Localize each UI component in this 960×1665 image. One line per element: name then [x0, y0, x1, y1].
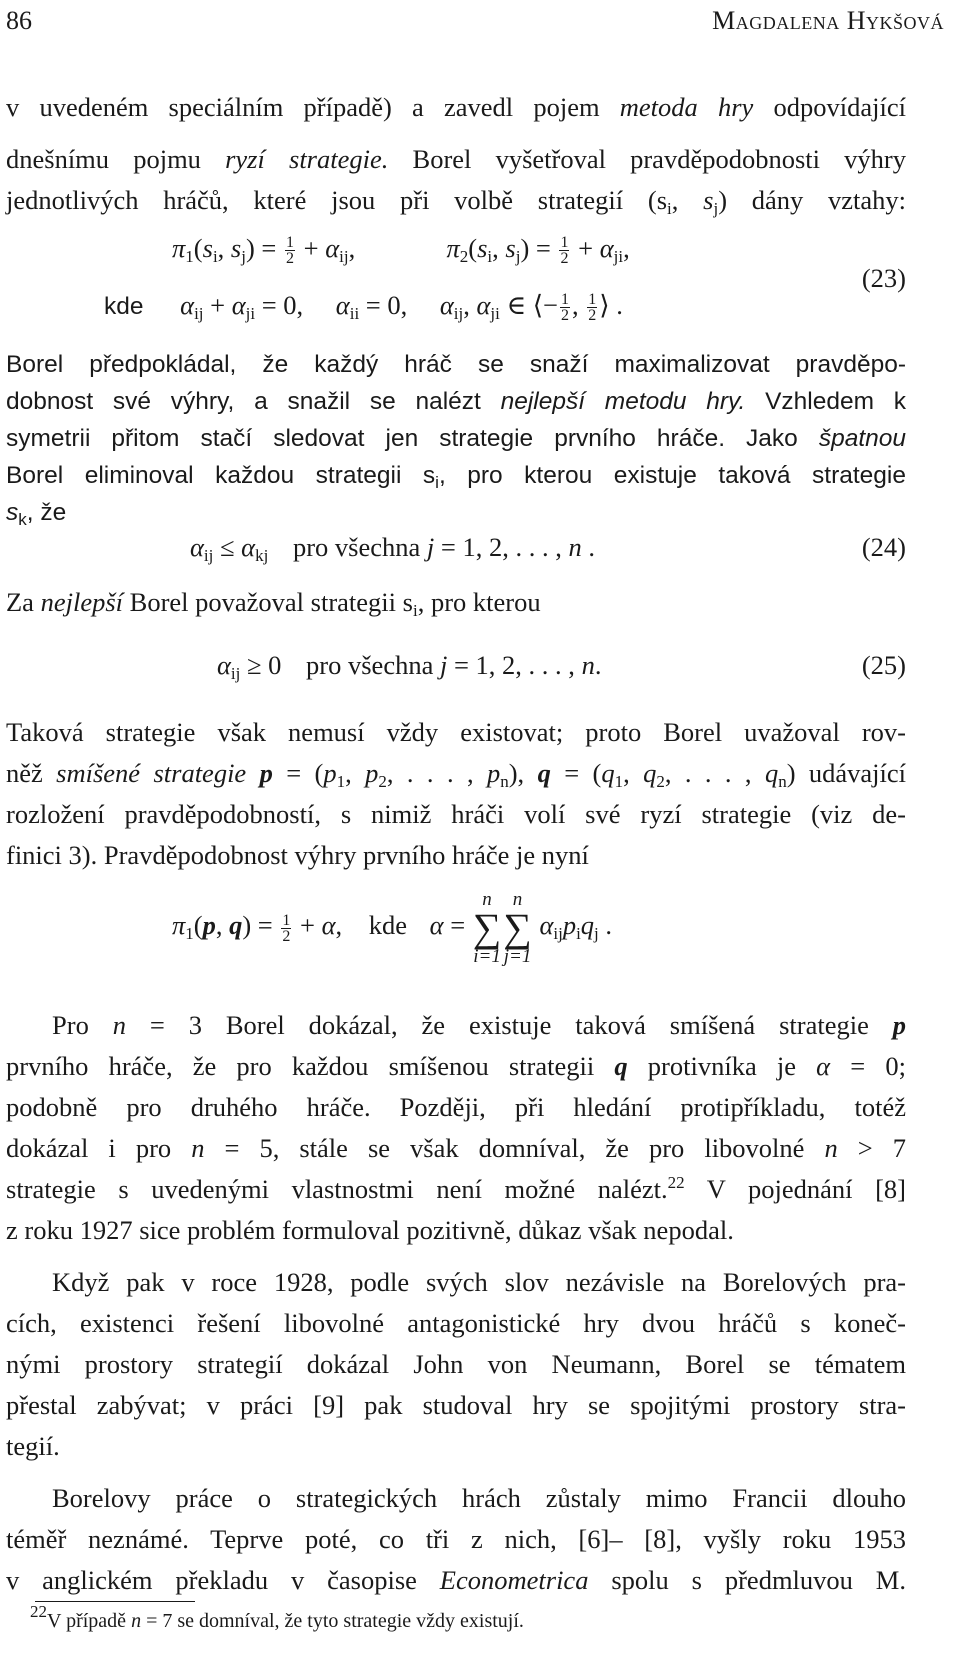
paragraph-3: Za nejlepší Borel považoval strategii $s_i$, pro kterou: [6, 587, 541, 620]
equation-23-number: (23): [861, 263, 906, 293]
equation-24-number: (24): [861, 532, 906, 562]
running-head-author: Magdalena Hykšová: [712, 6, 944, 35]
page-header: [6, 6, 944, 40]
paragraph-2-line-1: Borel předpokládal, že každý hráč se snaží maximalizovat pravděpo-: [6, 351, 906, 378]
equation-25: $\alpha_{ij} \ge 0$ pro všechna j = 1, 2, . . . , n.: [217, 650, 602, 683]
paragraph-5-line-1: Pro n = 3 Borel dokázal, že existuje taková smíšená strategie p: [52, 1010, 906, 1040]
equation-expected-payoff: $\pi_1(p$, q) = $\frac{1}{2}$ + α, kde α = n ∑ i=1 n ∑ j=1 $\alpha_{ij}p_iq_j$ .: [172, 889, 613, 967]
paragraph-2-line-5: $s_k$, že: [6, 499, 67, 529]
footnote-22: $^{22}$V případě n = 7 se domníval, že tyto strategie vždy existují.: [30, 1602, 524, 1632]
paragraph-1-line-2: dnešnímu pojmu ryzí strategie. Borel vyšetřoval pravděpodobnosti výhry: [6, 144, 906, 174]
paragraph-6-line-3: nými prostory strategií dokázal John von Neumann, Borel se tématem: [6, 1349, 906, 1379]
paragraph-5-line-2: prvního hráče, že pro každou smíšenou strategii q protivníka je α = 0;: [6, 1051, 906, 1081]
paragraph-4-line-1: Taková strategie však nemusí vždy existovat; proto Borel uvažoval rov-: [6, 717, 906, 747]
paragraph-7-line-2: téměř neznámé. Teprve poté, co tři z nich, [6]– [8], vyšly roku 1953: [6, 1524, 906, 1554]
paragraph-5-line-6: z roku 1927 sice problém formuloval pozitivně, důkaz však nepodal.: [6, 1215, 734, 1245]
equation-25-number: (25): [861, 650, 906, 680]
paragraph-6-line-2: cích, existenci řešení libovolné antagonistické hry dvou hráčů s koneč-: [6, 1308, 906, 1338]
sum-over-j: n ∑ j=1: [503, 889, 532, 967]
paragraph-2-line-2: dobnost své výhry, a snažil se nalézt nejlepší metodu hry. Vzhledem k: [6, 388, 907, 415]
paragraph-6-line-4: přestal zabývat; v práci [9] pak studoval hry se spojitými prostory stra-: [6, 1390, 906, 1420]
paragraph-4-line-4: finici 3). Pravděpodobnost výhry prvního hráče je nyní: [6, 840, 589, 870]
paragraph-2-line-4: Borel eliminoval každou strategii $s_i$, pro kterou existuje taková strategie: [6, 462, 906, 492]
footnote-ref-22[interactable]: 22: [667, 1173, 685, 1192]
paragraph-1-line-1: v uvedeném speciálním případě) a zavedl pojem metoda hry odpovídající: [6, 92, 907, 122]
paragraph-5-line-3: podobně pro druhého hráče. Později, při hledání protipříkladu, totéž: [6, 1092, 906, 1122]
paragraph-5-line-5: strategie s uvedenými vlastnostmi není možné nalézt.$^{22}$ V pojednání [8]: [6, 1173, 906, 1204]
paragraph-4-line-2: něž smíšené strategie $p = (p_1$, $p_2$, . . . , $p_n$), $q = (q_1$, $q_2$, . . . , $q_n$) udávající: [6, 758, 907, 791]
paragraph-1-line-3: jednotlivých hráčů, které jsou při volbě strategií ($s_i$, $s_j$) dány vztahy:: [6, 185, 906, 218]
equation-24: $\alpha_{ij} \le \alpha_{kj}$ pro všechna j = 1, 2, . . . , n .: [190, 532, 595, 565]
footnote-rule: [35, 1601, 195, 1602]
sum-over-i: n ∑ i=1: [472, 889, 502, 967]
paragraph-6-line-1: Když pak v roce 1928, podle svých slov nezávisle na Borelových pra-: [52, 1267, 906, 1297]
paragraph-7-line-3: v anglickém překladu v časopise Econometrica spolu s předmluvou M.: [6, 1565, 906, 1595]
paragraph-2-line-3: symetrii přitom stačí sledovat jen strategie prvního hráče. Jako špatnou: [6, 425, 906, 452]
equation-23-line-1: $\pi_1(s_i$, $s_j$) = $\frac{1}{2}$ + $\alpha_{ij}$, $\pi_2(s_i$, $s_j$) = $\frac{1}{2}$ + $\alpha_{ji}$,: [172, 233, 630, 268]
paragraph-5-line-4: dokázal i pro n = 5, stále se však domníval, že pro libovolné n > 7: [6, 1133, 906, 1163]
equation-23-line-2: kde $\alpha_{ij} + \alpha_{ji} = 0$, $\alpha_{ii} = 0$, $\alpha_{ij}$, $\alpha_{ji}$ ∈ ⟨− $\frac{1}{2}$ , $\frac{1}{2}$ ⟩ .: [104, 290, 623, 325]
paragraph-4-line-3: rozložení pravděpodobností, s nimiž hráči volí své ryzí strategie (viz de-: [6, 799, 906, 829]
paragraph-6-line-5: tegií.: [6, 1431, 60, 1461]
page-number: 86: [6, 6, 32, 35]
paragraph-7-line-1: Borelovy práce o strategických hrách zůstaly mimo Francii dlouho: [52, 1483, 906, 1513]
